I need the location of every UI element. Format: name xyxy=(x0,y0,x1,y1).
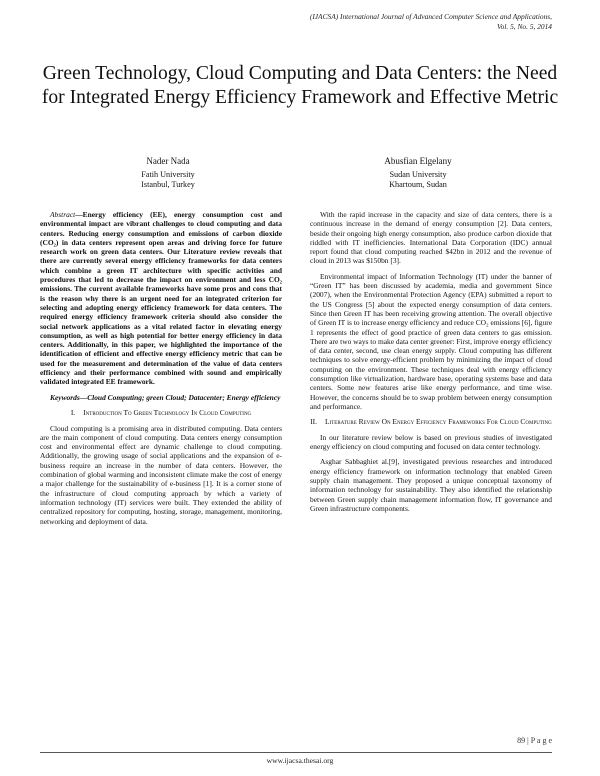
author-block-1 xyxy=(68,156,268,191)
author-affiliation: Fatih University xyxy=(141,169,195,179)
right-column xyxy=(310,210,552,519)
paper-title: Green Technology, Cloud Computing and Data Centers: the Need for Integrated Energy Efficiency Framework and Effective Metric xyxy=(41,63,559,108)
abstract-text: —Energy efficiency (EE), energy consumption cost and environmental impact are vibrant challenges to cloud computing and data centers. Reducing energy consumption and emissions of carbon dioxide (CO₂) in data centers represent open areas and driving force for future research work on green data centers. Our Literature review reveals that there are currently several energy efficiency frameworks for data centers which combine a green IT architecture with specific activities and procedures that led to decrease the impact on environment and less CO₂ emissions. The current available frameworks have some pros and cons that is the reason why there is an urgent need for an integrated criterion for selecting and adopting energy efficiency framework for data centers. The required energy efficiency framework criteria should also consider the social network applications as a vital related factor in elevating energy consumption, as well as high potential for better energy efficiency in data centers. Additionally, in this paper, we highlighted the importance of the identification of efficient and effective energy efficiency metric that can be used for the measurement and determination of the value of data centers efficiency and their performance combined with sound and empirically validated integrated EE framework. xyxy=(40,210,282,387)
author-name: Abusfian Elgelany xyxy=(384,156,452,166)
author-affiliation: Sudan University xyxy=(389,169,447,179)
section-number: I. xyxy=(70,407,76,417)
page-number: 89 | P a g e xyxy=(517,736,552,745)
footer-divider xyxy=(40,752,552,753)
left-column xyxy=(40,210,282,532)
body-paragraph: Asghar Sabbaghiet al.[9], investigated previous researches and introduced energy efficiency framework on information technology that enabled Green supply chain management. They proposed a unique conceptual taxonomy of information technology for sustainability. They also identified the relationship between Green supply chain management information flow, IT governance and Green infrastructure components. xyxy=(310,457,552,513)
section-heading-1 xyxy=(40,408,282,418)
author-location: Khartoum, Sudan xyxy=(389,180,447,190)
abstract xyxy=(40,210,282,387)
running-header xyxy=(310,12,552,31)
journal-volume: Vol. 5, No. 5, 2014 xyxy=(496,21,552,31)
section-title: Literature Review On Energy Efficiency Frameworks For Cloud Computing xyxy=(325,417,552,427)
section-heading-2 xyxy=(310,417,552,427)
journal-name: (IJACSA) International Journal of Advanced Computer Science and Applications, xyxy=(309,12,552,21)
section-title: Introduction To Green Technology In Cloud Computing xyxy=(83,407,252,417)
body-paragraph: In our literature review below is based on previous studies of investigated energy efficiency on cloud computing and focused on data center technology. xyxy=(310,432,552,452)
section-number: II. xyxy=(310,417,318,427)
body-paragraph: Cloud computing is a promising area in distributed computing. Data centers are the main component of cloud computing. Data centers energy consumption cost and environmental effect are dynamic challenge to cloud computing. Additionally, the growing usage of social applications and the expansion of e-business require an increase in the number of data centers. However, the combination of global warming and inconsistent climate make the cost of energy a major challenge for the sustainability of e-business [1]. It is a corner stone of the infrastructure of cloud computing approach by which a variety of information technology (IT) services were built. They extended the ability of centralized repository for computing, hosting, storage, management, monitoring, networking and deployment of data. xyxy=(40,423,282,526)
abstract-label: Abstract xyxy=(50,210,76,219)
author-name: Nader Nada xyxy=(146,156,190,166)
body-paragraph: With the rapid increase in the capacity and size of data centers, there is a continuous increase in the demand of energy consumption [2]. Data centers, beside their ongoing high energy consumption, also produce carbon dioxide that riddled with IT inefficiencies. International Data Corporation (IDC) annual report found that cloud computing reached $42bn in 2012 and the revenue of cloud in 2013 was $150bn [3]. xyxy=(310,210,552,266)
footer-url[interactable]: www.ijacsa.thesai.org xyxy=(266,756,334,765)
keywords: Keywords—Cloud Computing; green Cloud; Datacenter; Energy efficiency xyxy=(50,392,281,402)
body-paragraph: Environmental impact of Information Technology (IT) under the banner of “Green IT” has been discussed by academia, media and government Since (2007), when the Environmental Protection Agency (EPA) submitted a report to the US Congress [5] about the expected energy consumption of data centers. Since then Green IT has been receiving growing attention. The overall objective of Green IT is to increase energy efficiency and reduce CO₂ emissions [6], figure 1 represents the effect of good practice of green data centers to gas emission. There are two ways to make data center greener: First, improve energy efficiency of data center, second, use clean energy supply. Cloud computing has different techniques to solve energy-efficient problem by minimizing the impact of cloud computing on the environment. These techniques deal with energy efficiency consumption like virtualization, hardware base, operating systems base and data centers. Some new features arise like energy performance, and time wise. However, the concerns should be to swap problem between energy consumption and performance. xyxy=(310,271,552,411)
author-location: Istanbul, Turkey xyxy=(141,180,195,190)
author-block-2 xyxy=(318,156,518,191)
